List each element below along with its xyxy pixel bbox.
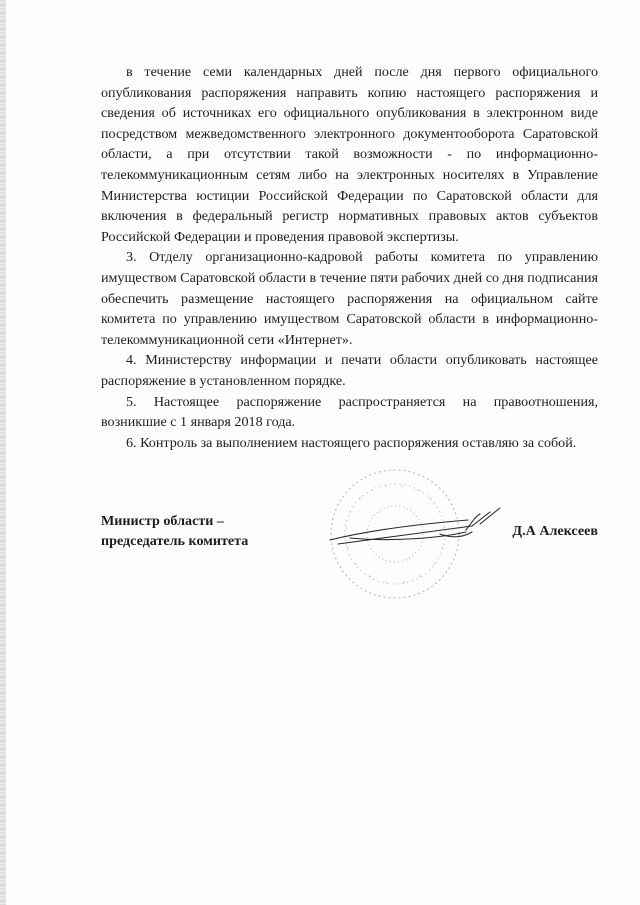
paragraph-publication-copy: в течение семи календарных дней после дня первого официального опубликования распоряжения направить копию настоящего распоряжения и сведения об источниках его официального опубликования в электронном виде посредством межведомственного электронного документооборота Саратовской области, а при отсутствии такой возможности - по информационно-телекоммуникационным сетям либо на электронных носителях в Управление Министерства юстиции Российской Федерации по Саратовской области для включения в федеральный регистр нормативных правовых актов субъектов Российской Федерации и проведения правовой экспертизы.: [101, 64, 598, 245]
signatory-name: Д.А Алексеев: [512, 523, 598, 539]
paragraph-5-effective-date: 5. Настоящее распоряжение распространяется на правоотношения, возникшие с 1 января 2018 года.: [101, 393, 598, 431]
signatory-title-line2: председатель комитета: [101, 533, 249, 549]
scan-edge: [0, 0, 6, 905]
document-body: [101, 62, 598, 453]
signature-block: [101, 511, 598, 571]
paragraph-4-publish: 4. Министерству информации и печати области опубликовать настоящее распоряжение в установленном порядке.: [101, 352, 598, 389]
signatory-title-line1: Министр области –: [101, 513, 224, 529]
paragraph-6-control: 6. Контроль за выполнением настоящего распоряжения оставляю за собой.: [126, 434, 577, 451]
signatory-title: [101, 511, 301, 551]
paragraph-3-website: 3. Отделу организационно-кадровой работы комитета по управлению имуществом Саратовской области в течение пяти рабочих дней со дня подписания обеспечить размещение настоящего распоряжения на официальном сайте комитета по управлению имуществом Саратовской области в информационно-телекоммуникационной сети «Интернет».: [101, 249, 598, 348]
